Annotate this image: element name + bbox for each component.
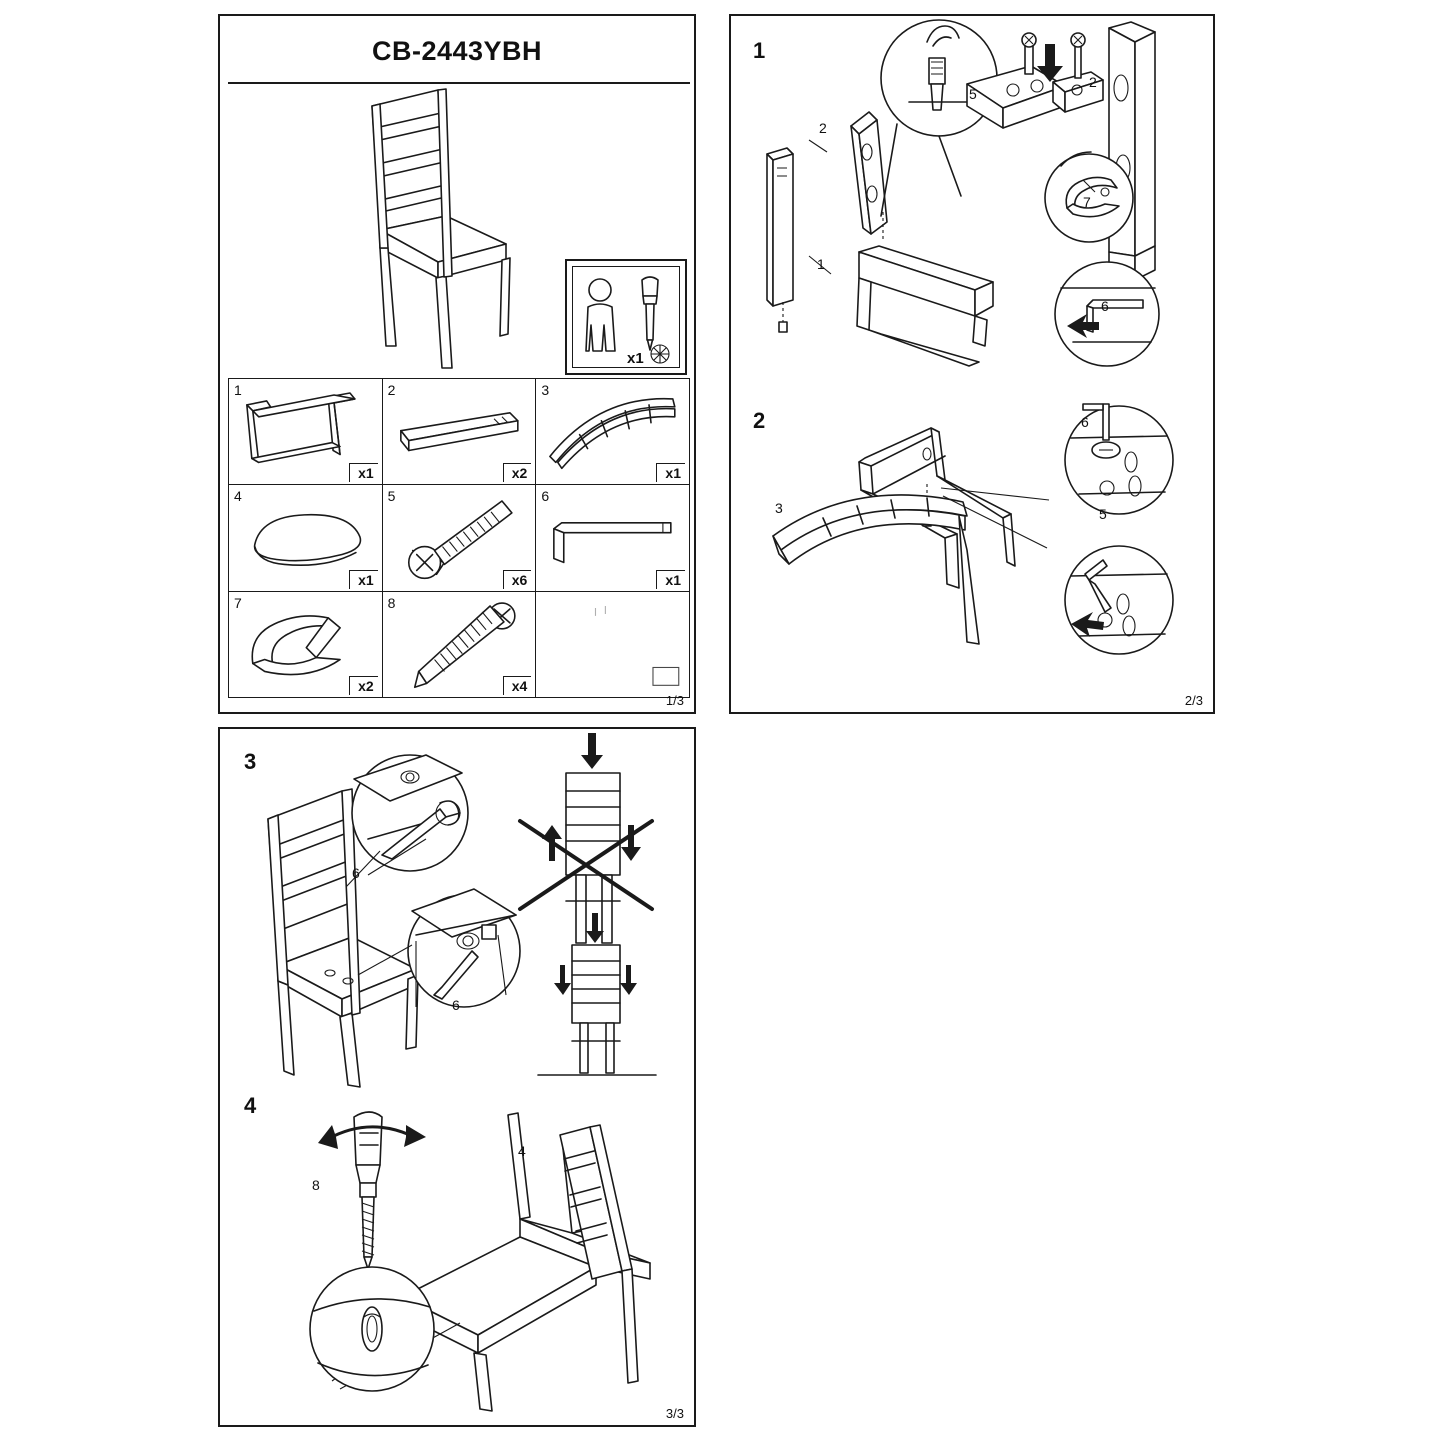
callout-2-left: 2 — [819, 120, 827, 136]
callout-6: 6 — [1101, 298, 1109, 314]
page-number: 3/3 — [665, 1406, 684, 1421]
step-4-illustration — [220, 1091, 694, 1421]
part-qty: x6 — [503, 570, 532, 589]
callout-2-right: 2 — [1089, 74, 1097, 90]
part-index: 5 — [387, 488, 396, 505]
callout-4: 4 — [518, 1143, 526, 1159]
tools-icons — [570, 264, 682, 370]
crosshair-icon — [651, 345, 669, 363]
part-cell-4 — [229, 485, 383, 591]
part-cell-3 — [536, 379, 690, 485]
part-cell-5 — [383, 485, 537, 591]
screwdriver-icon — [642, 277, 658, 350]
screw-insert-detail — [310, 1112, 434, 1391]
step-2-illustration — [731, 388, 1213, 708]
callout-6-upper: 6 — [352, 865, 360, 881]
instruction-page-2 — [729, 14, 1215, 714]
part-qty: x1 — [349, 463, 378, 482]
part-index: 6 — [541, 488, 550, 505]
callout-6-lower: 6 — [452, 997, 460, 1013]
part-index: 4 — [234, 488, 242, 505]
warning-do-not-press — [520, 733, 652, 943]
part-index: 8 — [387, 594, 396, 611]
page-number: 1/3 — [665, 693, 684, 708]
step-1-illustration — [731, 16, 1213, 372]
part-qty: x1 — [656, 463, 685, 482]
part-qty: x2 — [349, 676, 378, 695]
callout-5: 5 — [969, 86, 977, 102]
part-index: 3 — [541, 382, 550, 398]
step-number-4: 4 — [244, 1093, 257, 1118]
part-qty: x1 — [349, 570, 378, 589]
part-qty: x4 — [503, 676, 532, 695]
callout-6-step2: 6 — [1081, 414, 1089, 430]
callout-3: 3 — [775, 500, 783, 516]
parts-list-table — [228, 378, 690, 698]
step-number-1: 1 — [753, 38, 766, 63]
person-icon — [586, 279, 615, 351]
part-cell-2 — [383, 379, 537, 485]
part-cell-8 — [383, 592, 537, 698]
callout-7: 7 — [1083, 194, 1091, 210]
step-number-2: 2 — [753, 408, 766, 433]
page-number: 2/3 — [1184, 693, 1203, 708]
callout-1: 1 — [817, 256, 825, 272]
part-qty: x1 — [656, 570, 685, 589]
callout-8: 8 — [312, 1177, 320, 1193]
page-title: CB-2443YBH — [371, 36, 543, 66]
tools-required-box — [565, 259, 687, 375]
instruction-page-1 — [218, 14, 696, 714]
part-index: 7 — [234, 594, 242, 611]
part-cell-7 — [229, 592, 383, 698]
instruction-page-3 — [218, 727, 696, 1427]
empty-cell-marks — [536, 592, 689, 697]
part-index: 1 — [234, 382, 242, 398]
step-number-3: 3 — [244, 749, 257, 774]
part-cell-empty — [536, 592, 690, 698]
correct-usage — [538, 913, 656, 1075]
part-cell-1 — [229, 379, 383, 485]
part-index: 2 — [387, 382, 396, 398]
step-3-illustration — [220, 729, 694, 1089]
part-cell-6 — [536, 485, 690, 591]
tools-person-qty: x1 — [627, 350, 644, 367]
callout-5-step2: 5 — [1099, 506, 1107, 522]
part-qty: x2 — [503, 463, 532, 482]
